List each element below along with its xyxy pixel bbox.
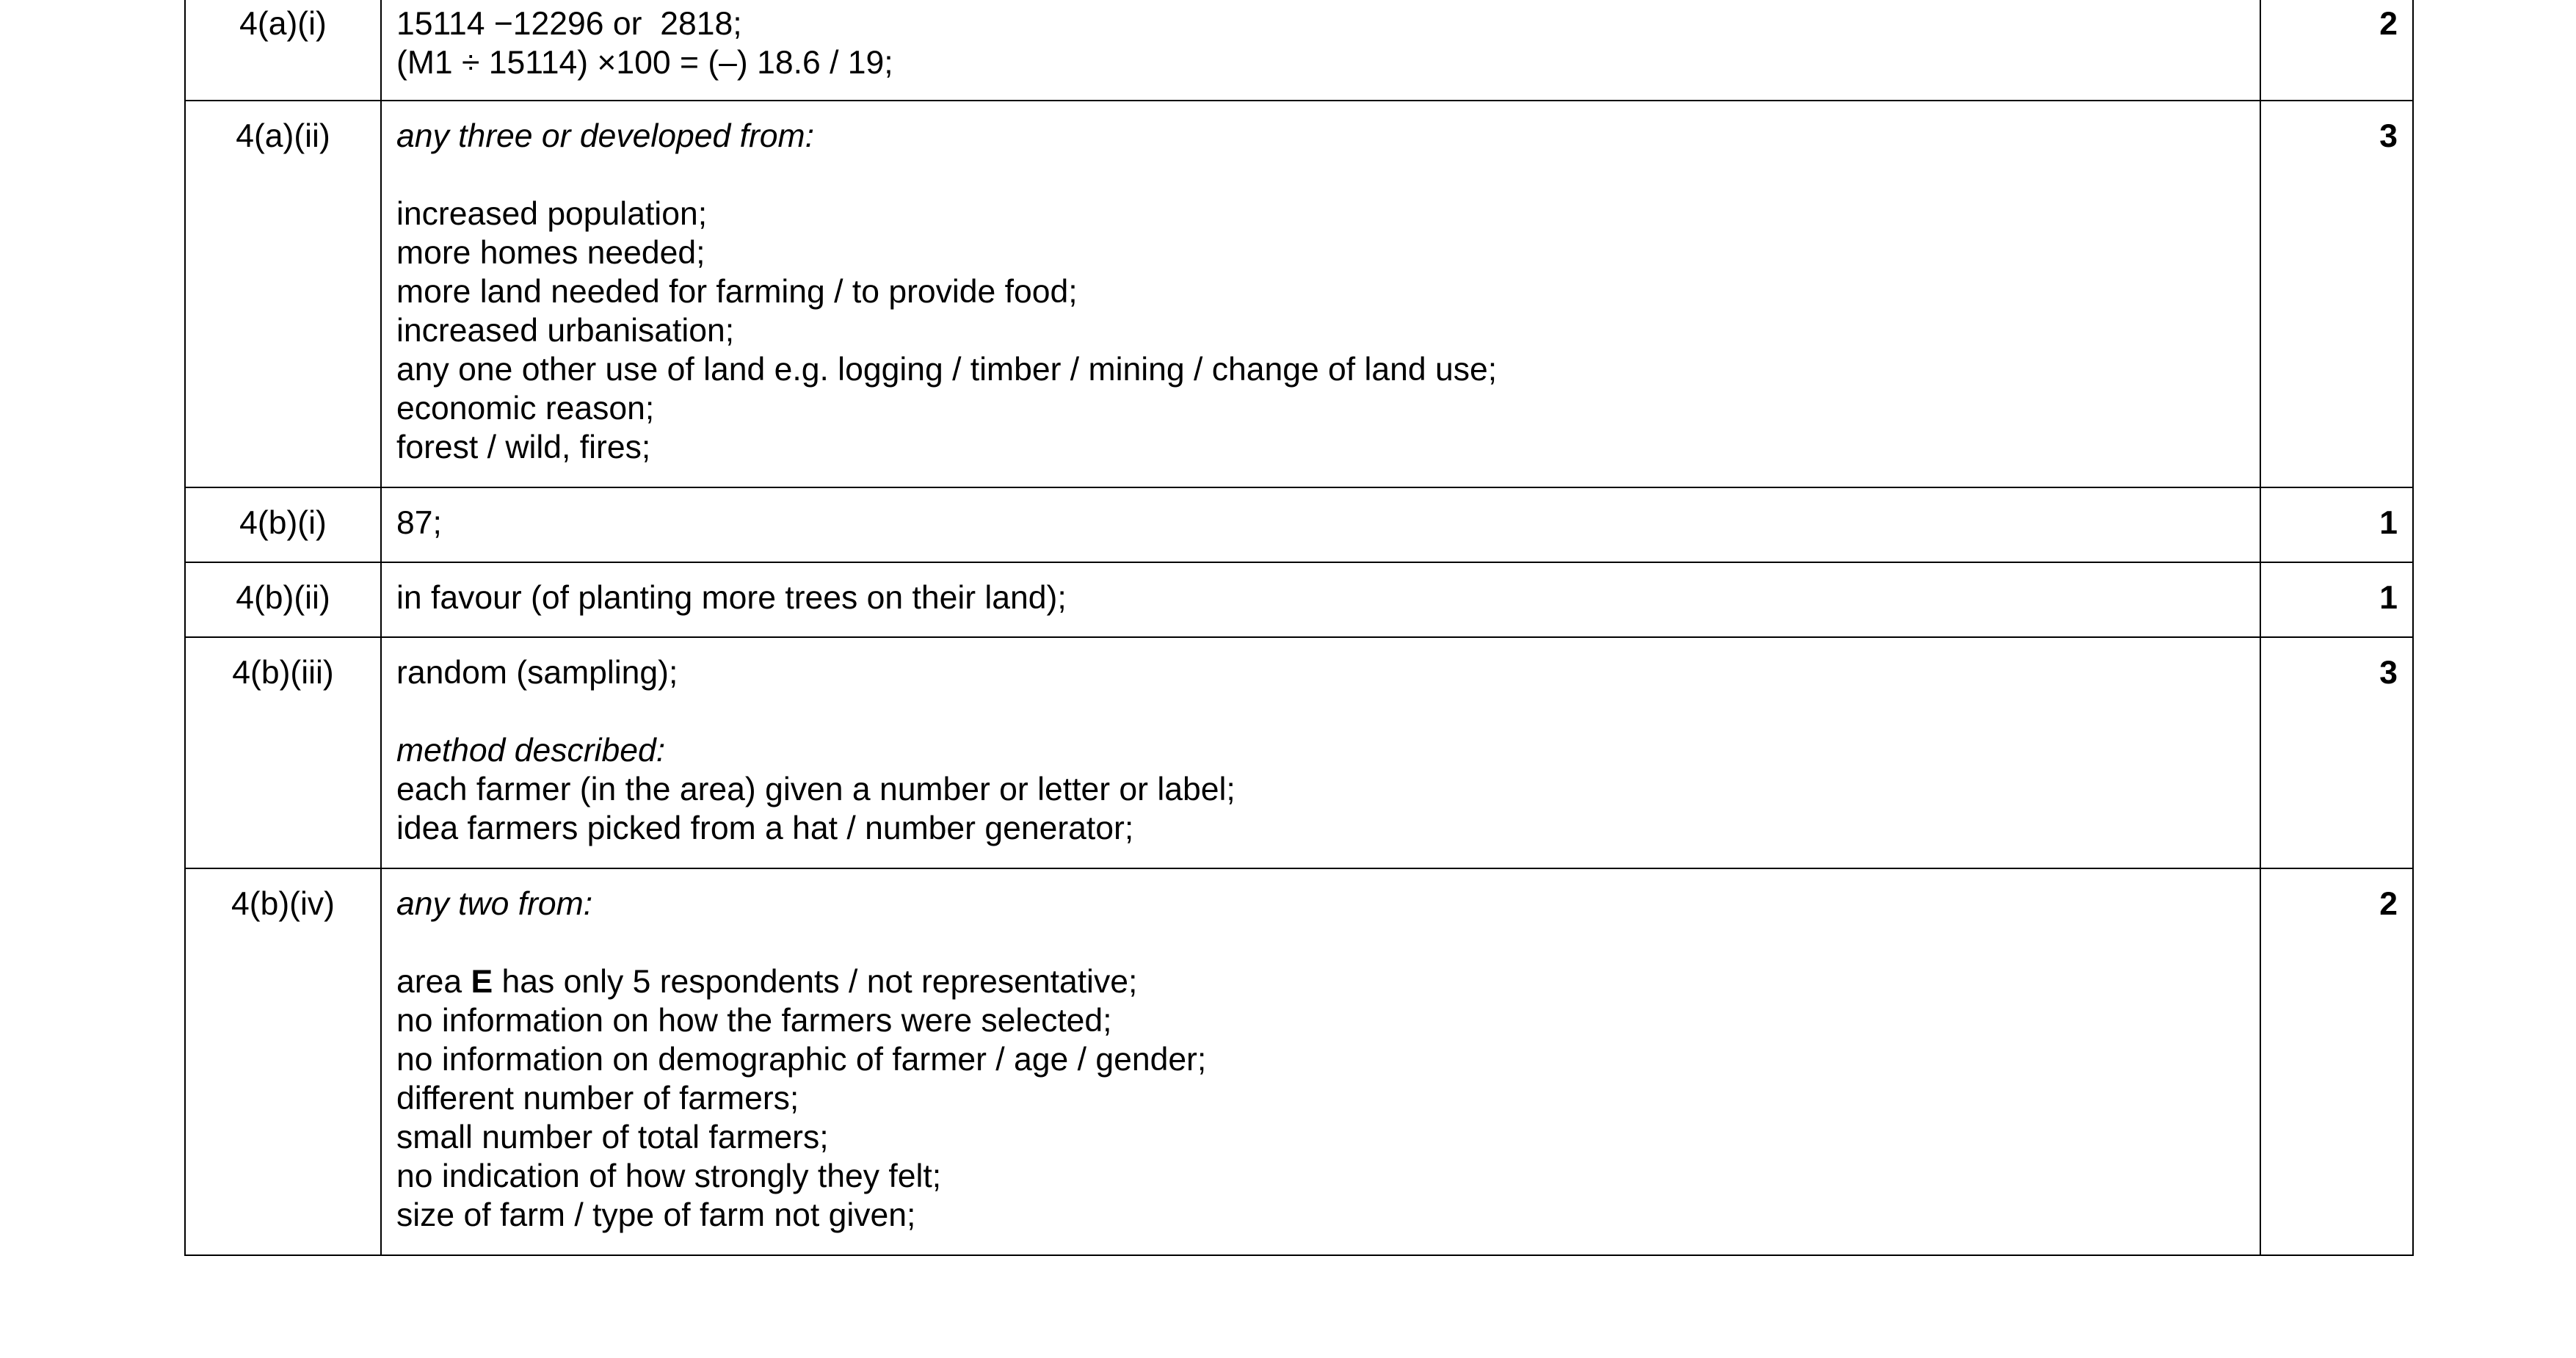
area-letter: E [471,964,493,1000]
answer-cell [381,101,2260,487]
answer-line: idea farmers picked from a hat / number generator; [396,810,1134,846]
answer-cell [381,637,2260,868]
marks-cell: 2 [2260,868,2413,1255]
marks-cell: 1 [2260,562,2413,637]
table-row [185,0,2413,101]
answer-line: increased urbanisation; [396,313,735,349]
table-row [185,637,2413,868]
question-number: 4(a)(i) [185,0,381,101]
answer-line: no information on demographic of farmer / age / gender; [396,1042,1207,1078]
question-number: 4(b)(i) [185,487,381,562]
answer-line: more homes needed; [396,235,705,271]
answer-cell [381,0,2260,101]
answer-line: area E has only 5 respondents / not representative; [396,964,1138,1000]
answer-line: in favour (of planting more trees on their land); [396,580,1067,616]
marks-cell: 3 [2260,637,2413,868]
mark-scheme-table [184,0,2414,1256]
question-number: 4(b)(ii) [185,562,381,637]
answer-line: increased population; [396,196,708,232]
answer-line: economic reason; [396,391,655,426]
answer-intro: any two from: [396,886,593,922]
question-number: 4(a)(ii) [185,101,381,487]
answer-line: small number of total farmers; [396,1119,829,1155]
answer-line: 87; [396,505,442,541]
answer-line: 15114 −12296 or 2818; [396,6,742,42]
answer-line: random (sampling); [396,655,678,691]
question-number: 4(b)(iii) [185,637,381,868]
answer-line: forest / wild, fires; [396,429,651,465]
marks-cell: 3 [2260,101,2413,487]
answer-line: no indication of how strongly they felt; [396,1158,942,1194]
marks-cell: 2 [2260,0,2413,101]
answer-intro: any three or developed from: [396,118,814,154]
answer-cell [381,868,2260,1255]
table-row [185,487,2413,562]
answer-intro: method described: [396,733,666,769]
answer-line: more land needed for farming / to provide food; [396,274,1078,310]
marks-cell: 1 [2260,487,2413,562]
answer-line: (M1 ÷ 15114) ×100 = (–) 18.6 / 19; [396,45,893,81]
answer-line: each farmer (in the area) given a number or letter or label; [396,771,1236,807]
table-row [185,101,2413,487]
question-number: 4(b)(iv) [185,868,381,1255]
table-row [185,868,2413,1255]
answer-line: size of farm / type of farm not given; [396,1197,916,1233]
answer-line: different number of farmers; [396,1081,799,1116]
answer-cell [381,562,2260,637]
answer-line: no information on how the farmers were selected; [396,1003,1112,1039]
answer-cell [381,487,2260,562]
table-row [185,562,2413,637]
answer-line: any one other use of land e.g. logging / timber / mining / change of land use; [396,352,1498,388]
